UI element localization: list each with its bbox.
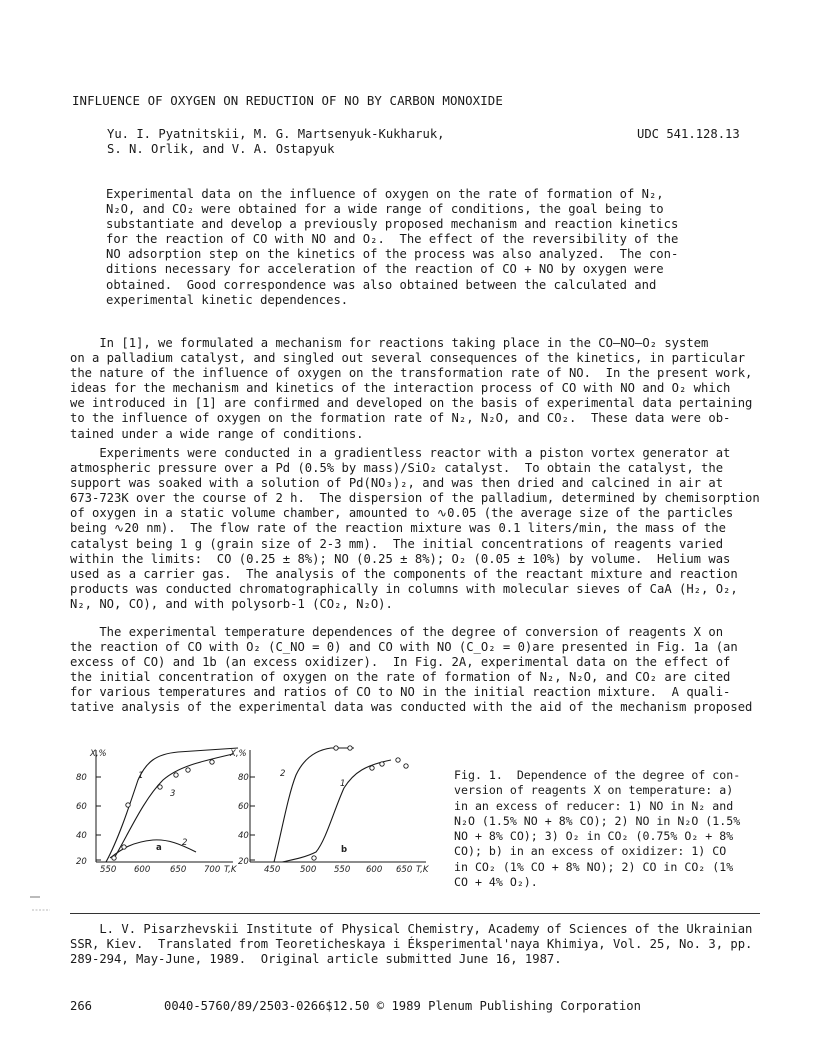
panel-b-ytick: 20 bbox=[238, 857, 249, 867]
abstract-line: ditions necessary for acceleration of the reaction of CO + NO by oxygen were bbox=[106, 262, 664, 277]
body-line: for various temperatures and ratios of CO to NO in the initial reaction mixture. A quali- bbox=[70, 685, 731, 700]
panel-b-curve-label: 2 bbox=[280, 769, 286, 779]
affiliation-line: SSR, Kiev. Translated from Teoreticheskaya i Éksperimental'naya Khimiya, Vol. 25, No. 3, pp. bbox=[70, 937, 753, 952]
abstract-line: substantiate and develop a previously proposed mechanism and reaction kinetics bbox=[106, 217, 679, 232]
affiliation-line: L. V. Pisarzhevskii Institute of Physical Chemistry, Academy of Sciences of the Ukrainian bbox=[70, 922, 753, 936]
paper-title: INFLUENCE OF OXYGEN ON REDUCTION OF NO BY CARBON MONOXIDE bbox=[72, 93, 503, 108]
body-line: catalyst being 1 g (grain size of 2-3 mm). The initial concentrations of reagents varied bbox=[70, 536, 724, 551]
figure-caption bbox=[454, 768, 740, 890]
panel-b-xunit: T,K bbox=[416, 865, 429, 875]
body-line: we introduced in [1] are confirmed and developed on the basis of experimental data pertaining bbox=[70, 396, 753, 411]
footnote-divider bbox=[70, 913, 760, 914]
body-line: Experiments were conducted in a gradientless reactor with a piston vortex generator at bbox=[70, 446, 731, 460]
caption-line: version of reagents X on temperature: a) bbox=[454, 783, 734, 798]
author-list bbox=[107, 127, 445, 157]
body-line: the nature of the influence of oxygen on the transformation rate of NO. In the present work, bbox=[70, 366, 753, 381]
scan-artifact bbox=[28, 893, 68, 917]
caption-line: Fig. 1. Dependence of the degree of con- bbox=[454, 768, 741, 782]
panel-a-xunit: T,K bbox=[224, 865, 237, 875]
figure-1b-plot bbox=[226, 740, 441, 880]
panel-a-ylabel: X,% bbox=[90, 749, 107, 759]
caption-line: NO + 8% CO); 3) O₂ in CO₂ (0.75% O₂ + 8% bbox=[454, 829, 734, 844]
panel-b-xtick: 500 bbox=[300, 865, 317, 875]
caption-line: CO + 4% O₂). bbox=[454, 875, 538, 890]
body-line: the initial concentration of oxygen on the rate of formation of N₂, N₂O, and CO₂ are cited bbox=[70, 670, 731, 685]
affiliation-footnote bbox=[70, 922, 752, 967]
experiments-paragraph bbox=[70, 446, 760, 612]
panel-a-xtick: 600 bbox=[134, 865, 151, 875]
abstract-line: experimental kinetic dependences. bbox=[106, 292, 349, 307]
body-line: of oxygen in a static volume chamber, amounted to ∿0.05 (the average size of the particles bbox=[70, 506, 734, 521]
panel-b-xtick: 450 bbox=[264, 865, 281, 875]
body-line: atmospheric pressure over a Pd (0.5% by mass)/SiO₂ catalyst. To obtain the catalyst, the bbox=[70, 461, 724, 476]
abstract-line: for the reaction of CO with NO and O₂. The effect of the reversibility of the bbox=[106, 232, 679, 247]
abstract-line: obtained. Good correspondence was also obtained between the calculated and bbox=[106, 277, 657, 292]
caption-line: CO); b) in an excess of oxidizer: 1) CO bbox=[454, 844, 727, 859]
body-line: tative analysis of the experimental data was conducted with the aid of the mechanism proposed bbox=[70, 700, 753, 715]
body-line: within the limits: CO (0.25 ± 8%); NO (0.25 ± 8%); O₂ (0.05 ± 10%) by volume. Helium was bbox=[70, 551, 731, 566]
authors-line: Yu. I. Pyatnitskii, M. G. Martsenyuk-Kukharuk, bbox=[107, 127, 445, 141]
page-number: 266 bbox=[70, 999, 93, 1013]
caption-line: in CO₂ (1% CO + 8% NO); 2) CO in CO₂ (1% bbox=[454, 859, 734, 874]
panel-a-label: a bbox=[156, 843, 162, 853]
authors-line: S. N. Orlik, and V. A. Ostapyuk bbox=[107, 142, 335, 157]
panel-b-curve-1 bbox=[282, 760, 391, 862]
panel-b-curve-label: 1 bbox=[340, 779, 346, 789]
body-line: In [1], we formulated a mechanism for reactions taking place in the CO—NO—O₂ system bbox=[70, 336, 709, 350]
panel-b-xtick: 650 bbox=[396, 865, 413, 875]
panel-a-ytick: 20 bbox=[76, 857, 87, 867]
panel-a-ytick: 60 bbox=[76, 802, 87, 812]
body-line: tained under a wide range of conditions. bbox=[70, 426, 364, 441]
panel-a-xtick: 650 bbox=[170, 865, 187, 875]
panel-a-curve-3 bbox=[113, 754, 233, 860]
abstract-line: N₂O, and CO₂ were obtained for a wide range of conditions, the goal being to bbox=[106, 202, 664, 217]
panel-a-curve-label: 3 bbox=[170, 789, 176, 799]
body-line: N₂, NO, CO), and with polysorb-1 (CO₂, N₂O). bbox=[70, 596, 393, 611]
body-line: being ∿20 nm). The flow rate of the reaction mixture was 0.1 liters/min, the mass of the bbox=[70, 521, 726, 536]
body-line: ideas for the mechanism and kinetics of the interaction process of CO with NO and O₂ which bbox=[70, 381, 731, 396]
abstract-line: Experimental data on the influence of oxygen on the rate of formation of N₂, bbox=[106, 187, 664, 201]
panel-a-ytick: 80 bbox=[76, 773, 87, 783]
panel-b-xtick: 550 bbox=[334, 865, 351, 875]
body-line: 673-723K over the course of 2 h. The dispersion of the palladium, determined by chemisorption bbox=[70, 491, 760, 506]
udc-code: UDC 541.128.13 bbox=[637, 127, 740, 141]
panel-a-curve-label: 2 bbox=[182, 838, 188, 848]
panel-b-xtick: 600 bbox=[366, 865, 383, 875]
body-line: products was conducted chromatographically in columns with molecular sieves of CaA (H₂, O₂, bbox=[70, 581, 738, 596]
body-line: the reaction of CO with O₂ (C_NO = 0) and CO with NO (C_O₂ = 0)are presented in Fig. 1a (an bbox=[70, 640, 738, 655]
panel-b-ytick: 40 bbox=[238, 831, 249, 841]
body-line: used as a carrier gas. The analysis of the components of the reactant mixture and reaction bbox=[70, 566, 738, 581]
body-line: excess of CO) and 1b (an excess oxidizer). In Fig. 2A, experimental data on the effect of bbox=[70, 655, 731, 670]
abstract bbox=[106, 187, 678, 308]
intro-paragraph bbox=[70, 336, 752, 442]
figure-1a-plot bbox=[68, 740, 248, 880]
affiliation-line: 289-294, May-June, 1989. Original article submitted June 16, 1987. bbox=[70, 952, 562, 967]
caption-line: N₂O (1.5% NO + 8% CO); 2) NO in N₂O (1.5% bbox=[454, 813, 741, 828]
panel-b-ytick: 80 bbox=[238, 773, 249, 783]
body-line: to the influence of oxygen on the formation rate of N₂, N₂O, and CO₂. These data were ob- bbox=[70, 411, 731, 426]
temperature-paragraph bbox=[70, 625, 752, 716]
body-line: support was soaked with a solution of Pd(NO₃)₂, and was then dried and calcined in air at bbox=[70, 476, 724, 491]
panel-a-xtick: 550 bbox=[100, 865, 117, 875]
body-line: on a palladium catalyst, and singled out several consequences of the kinetics, in particular bbox=[70, 351, 746, 366]
panel-a-xtick: 700 bbox=[204, 865, 221, 875]
panel-a-ytick: 40 bbox=[76, 831, 87, 841]
abstract-line: NO adsorption step on the kinetics of the process was also analyzed. The con- bbox=[106, 247, 679, 262]
panel-b-label: b bbox=[341, 845, 348, 855]
panel-b-ylabel: X,% bbox=[230, 749, 247, 759]
panel-a-curve-label: 1 bbox=[138, 771, 144, 781]
body-line: The experimental temperature dependences of the degree of conversion of reagents X on bbox=[70, 625, 724, 639]
panel-b-ytick: 60 bbox=[238, 802, 249, 812]
caption-line: in an excess of reducer: 1) NO in N₂ and bbox=[454, 798, 734, 813]
copyright-line: 0040-5760/89/2503-0266$12.50 © 1989 Plenum Publishing Corporation bbox=[164, 999, 641, 1013]
